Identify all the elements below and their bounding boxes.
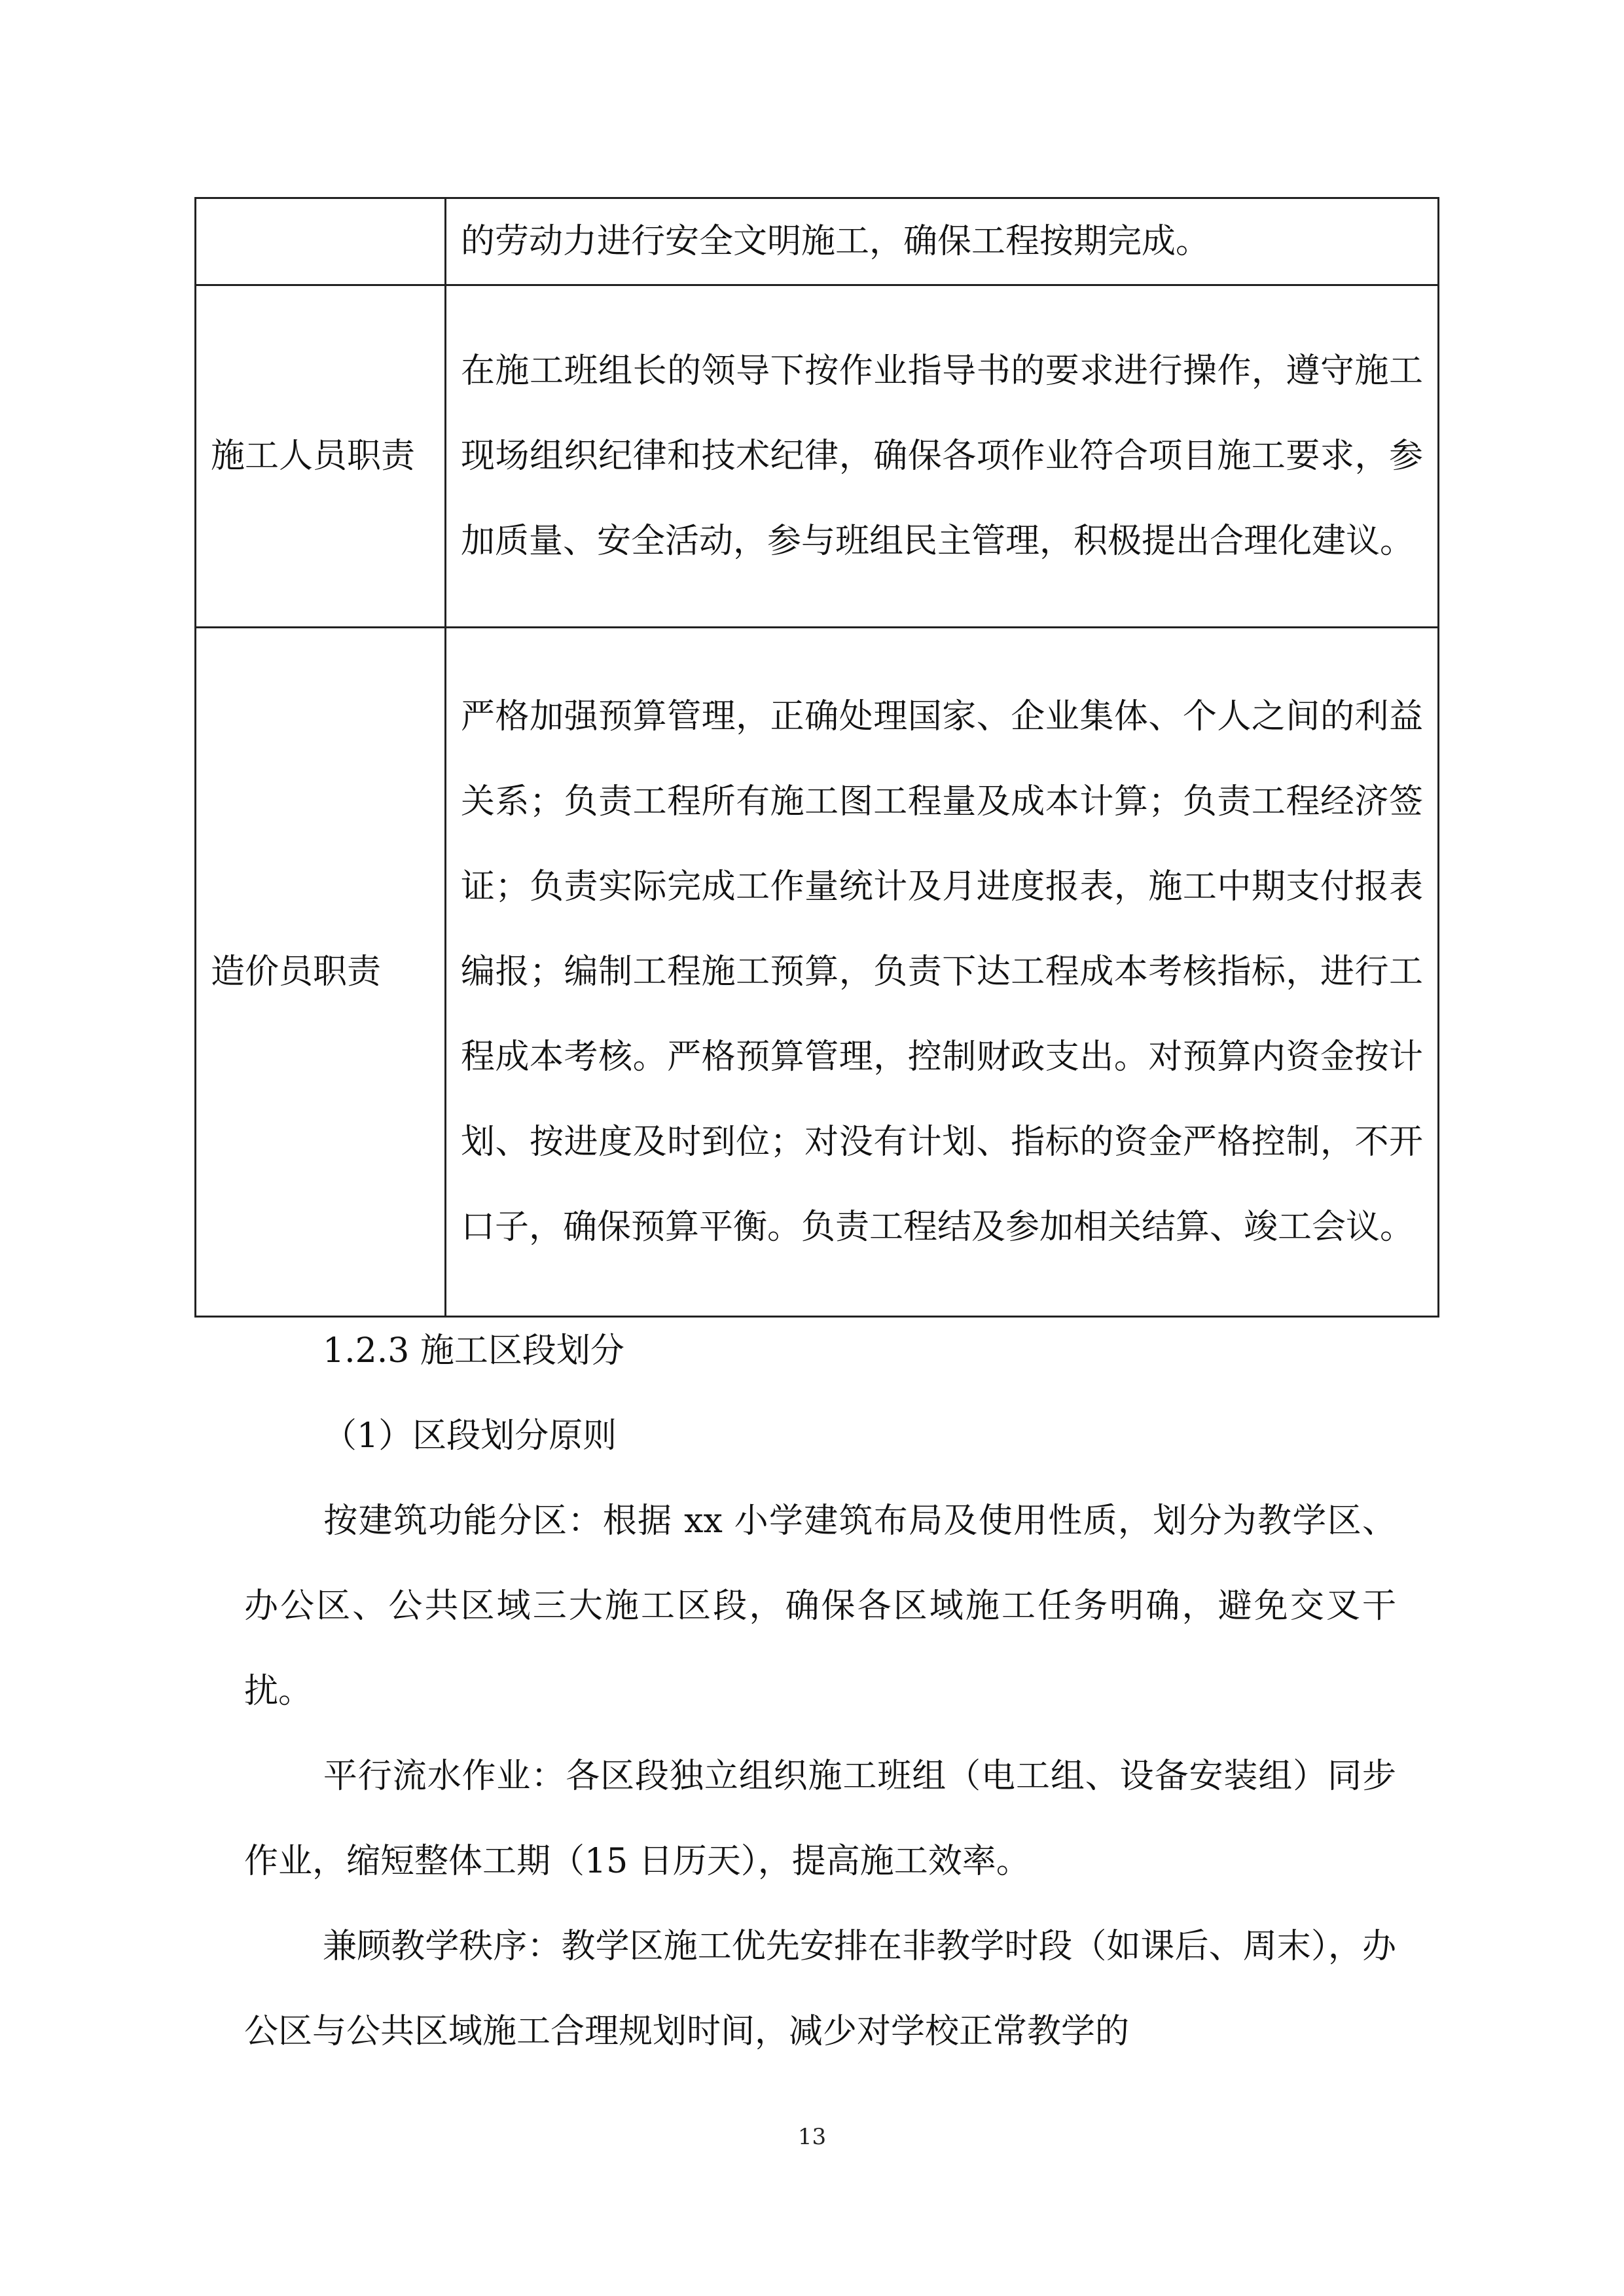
description-cell: 在施工班组长的领导下按作业指导书的要求进行操作，遵守施工现场组织纪律和技术纪律，确保各项作业符合项目施工要求，参加质量、安全活动，参与班组民主管理，积极提出合理化建议。: [446, 285, 1439, 628]
paragraph-text: 兼顾教学秩序：教学区施工优先安排在非教学时段（如课后、周末），办公区与公共区域施工合理规划时间，减少对学校正常教学的: [244, 1927, 1396, 2051]
page-number: 13: [797, 2124, 827, 2150]
body-paragraph: [244, 1479, 1396, 1734]
description-cell: 严格加强预算管理，正确处理国家、企业集体、个人之间的利益关系；负责工程所有施工图工程量及成本计算；负责工程经济签证；负责实际完成工作量统计及月进度报表，施工中期支付报表编报；编制工程施工预算，负责下达工程成本考核指标，进行工程成本考核。严格预算管理，控制财政支出。对预算内资金按计划、按进度及时到位；对没有计划、指标的资金严格控制，不开口子，确保预算平衡。负责工程结及参加相关结算、竣工会议。: [446, 628, 1439, 1317]
table-row: [196, 198, 1439, 285]
body-paragraph: [244, 1904, 1396, 2074]
table-row: [196, 285, 1439, 628]
role-cell: [196, 198, 446, 285]
responsibility-table: [194, 197, 1439, 1318]
role-cell: 施工人员职责: [196, 285, 446, 628]
subsection-heading: （1）区段划分原则: [323, 1416, 617, 1456]
description-cell: 的劳动力进行安全文明施工，确保工程按期完成。: [446, 198, 1439, 285]
paragraph-text: 按建筑功能分区：根据 xx 小学建筑布局及使用性质，划分为教学区、办公区、公共区域三大施工区段，确保各区域施工任务明确，避免交叉干扰。: [244, 1501, 1396, 1711]
role-cell: 造价员职责: [196, 628, 446, 1317]
table-row: [196, 628, 1439, 1317]
body-paragraph: [244, 1734, 1396, 1904]
paragraph-text: 平行流水作业：各区段独立组织施工班组（电工组、设备安装组）同步作业，缩短整体工期（15 日历天），提高施工效率。: [244, 1757, 1396, 1881]
section-heading: 1.2.3 施工区段划分: [323, 1331, 624, 1371]
